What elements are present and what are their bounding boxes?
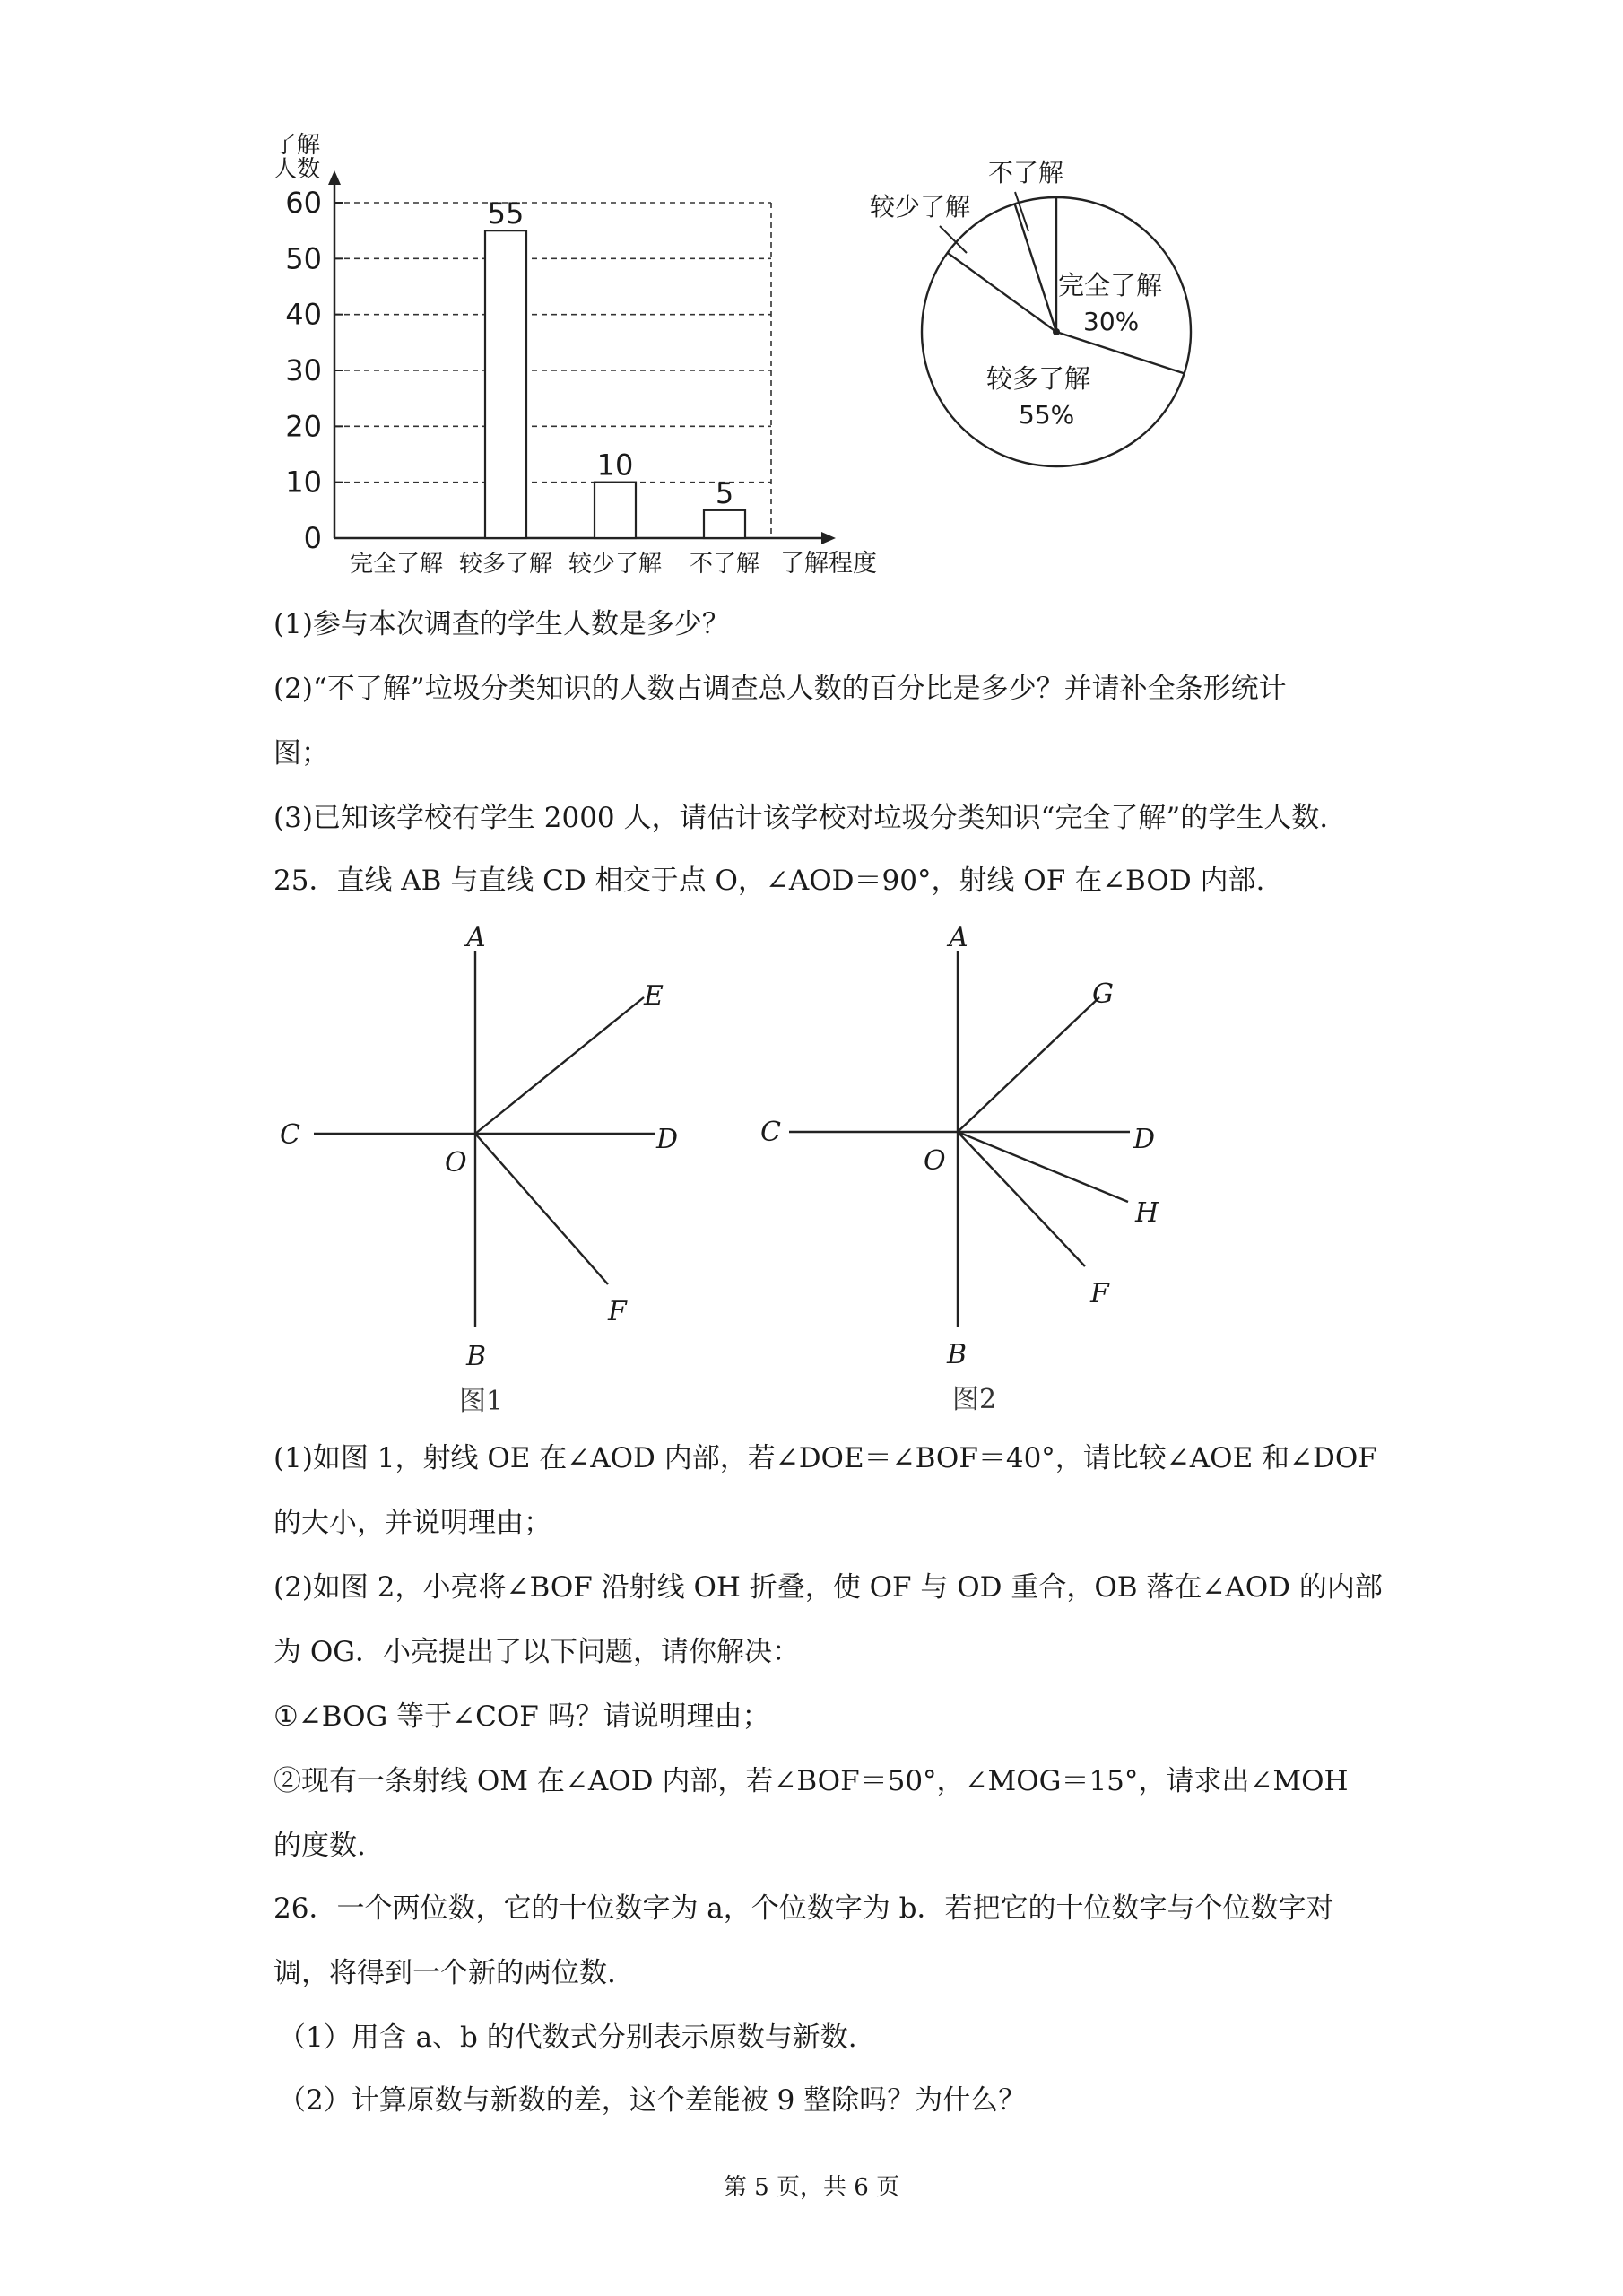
label-C: C	[760, 1117, 781, 1148]
figure-1	[269, 906, 699, 1426]
label-O: O	[924, 1145, 946, 1177]
pie-label-buliaojie: 不了解	[988, 158, 1064, 187]
y-tick-label: 50	[285, 241, 322, 276]
label-D: D	[656, 1124, 679, 1155]
bar-chart-axes	[328, 170, 836, 544]
bar	[485, 230, 526, 538]
q24-part2-line2: 图；	[273, 737, 329, 770]
q25-part1-line1: (1)如图 1，射线 OE 在∠AOD 内部，若∠DOE＝∠BOF＝40°，请比较∠AOE 和∠DOF	[273, 1442, 1377, 1474]
q26-stem-line2: 调，将得到一个新的两位数.	[273, 1957, 616, 1989]
q25-part2-sub1: ①∠BOG 等于∠COF 吗？请说明理由；	[273, 1700, 770, 1733]
figure-2-caption: 图2	[952, 1384, 997, 1415]
bar-data-label: 10	[596, 448, 634, 483]
y-axis-arrow	[328, 170, 341, 185]
label-G: G	[1092, 978, 1114, 1010]
bar	[595, 483, 636, 538]
label-H: H	[1135, 1197, 1159, 1229]
pie-label-jiaoshao: 较少了解	[870, 192, 971, 222]
x-axis-title: 了解程度	[780, 550, 877, 578]
q24-part3: (3)已知该学校有学生 2000 人，请估计该学校对垃圾分类知识“完全了解”的学生人数.	[273, 802, 1329, 834]
y-tick-label: 10	[285, 465, 322, 500]
q26-stem-line1: 26．一个两位数，它的十位数字为 a，个位数字为 b．若把它的十位数字与个位数字对	[273, 1892, 1334, 1925]
bar-data-label: 55	[487, 196, 525, 231]
y-tick-label: 30	[285, 353, 322, 387]
q25-part1-line2: 的大小，并说明理由；	[273, 1507, 551, 1539]
x-tick-label: 较少了解	[568, 551, 663, 578]
figure-1-caption: 图1	[459, 1386, 504, 1417]
q26-part1: （1）用含 a、b 的代数式分别表示原数与新数.	[278, 2022, 857, 2054]
x-tick-label: 不了解	[689, 551, 760, 578]
y-tick-label: 20	[285, 409, 322, 444]
pie-label-jiaoduo: 较多了解	[986, 363, 1091, 394]
x-axis-arrow	[821, 532, 836, 544]
label-A: A	[466, 922, 486, 953]
label-D: D	[1133, 1124, 1156, 1155]
label-F: F	[608, 1296, 627, 1327]
label-C: C	[280, 1119, 300, 1151]
bar-chart	[260, 126, 906, 583]
bar-data-label: 5	[715, 475, 734, 510]
q25-part2-line1: (2)如图 2，小亮将∠BOF 沿射线 OH 折叠，使 OF 与 OD 重合，OB 落在∠AOD 的内部	[273, 1571, 1383, 1604]
x-tick-label: 完全了解	[349, 551, 444, 578]
pie-percent-jiaoduo: 55%	[1019, 400, 1075, 430]
pie-percent-wanquan: 30%	[1083, 307, 1140, 336]
ray-OH	[958, 1132, 1128, 1202]
q24-part2-line1: (2)“不了解”垃圾分类知识的人数占调查总人数的百分比是多少？并请补全条形统计	[273, 673, 1287, 705]
label-A: A	[949, 922, 968, 953]
x-tick-label: 较多了解	[458, 551, 553, 578]
pie-center	[1053, 328, 1060, 335]
ray-OF	[475, 1134, 608, 1284]
q24-part1: (1)参与本次调查的学生人数是多少？	[273, 608, 730, 640]
label-B: B	[947, 1339, 968, 1370]
label-E: E	[644, 980, 664, 1012]
ray-OF	[958, 1132, 1085, 1266]
q26-part2: （2）计算原数与新数的差，这个差能被 9 整除吗？为什么？	[278, 2084, 1027, 2117]
pie-chart	[843, 144, 1219, 484]
bar	[704, 510, 745, 538]
y-tick-label: 60	[285, 186, 322, 220]
q25-part2-sub2: ②现有一条射线 OM 在∠AOD 内部，若∠BOF＝50°，∠MOG＝15°，请求出∠MOH	[273, 1765, 1349, 1797]
label-F: F	[1090, 1278, 1109, 1309]
ray-OG	[958, 997, 1099, 1132]
y-tick-label: 0	[303, 521, 322, 555]
label-O: O	[445, 1147, 467, 1178]
label-B: B	[466, 1341, 487, 1372]
bar-chart-grid	[334, 203, 771, 538]
q25-stem: 25．直线 AB 与直线 CD 相交于点 O，∠AOD＝90°，射线 OF 在∠BOD 内部.	[273, 865, 1265, 897]
ray-OE	[475, 997, 644, 1134]
page-footer: 第 5 页，共 6 页	[723, 2174, 900, 2201]
y-axis-title-line2: 人数	[273, 156, 321, 183]
q25-part2-sub2-line2: 的度数.	[273, 1830, 366, 1862]
q25-part2-line2: 为 OG．小亮提出了以下问题，请你解决：	[273, 1636, 801, 1668]
figure-2	[753, 906, 1184, 1426]
y-axis-title-line1: 了解	[273, 132, 321, 159]
pie-label-wanquan: 完全了解	[1058, 270, 1163, 300]
y-tick-label: 40	[285, 297, 322, 332]
